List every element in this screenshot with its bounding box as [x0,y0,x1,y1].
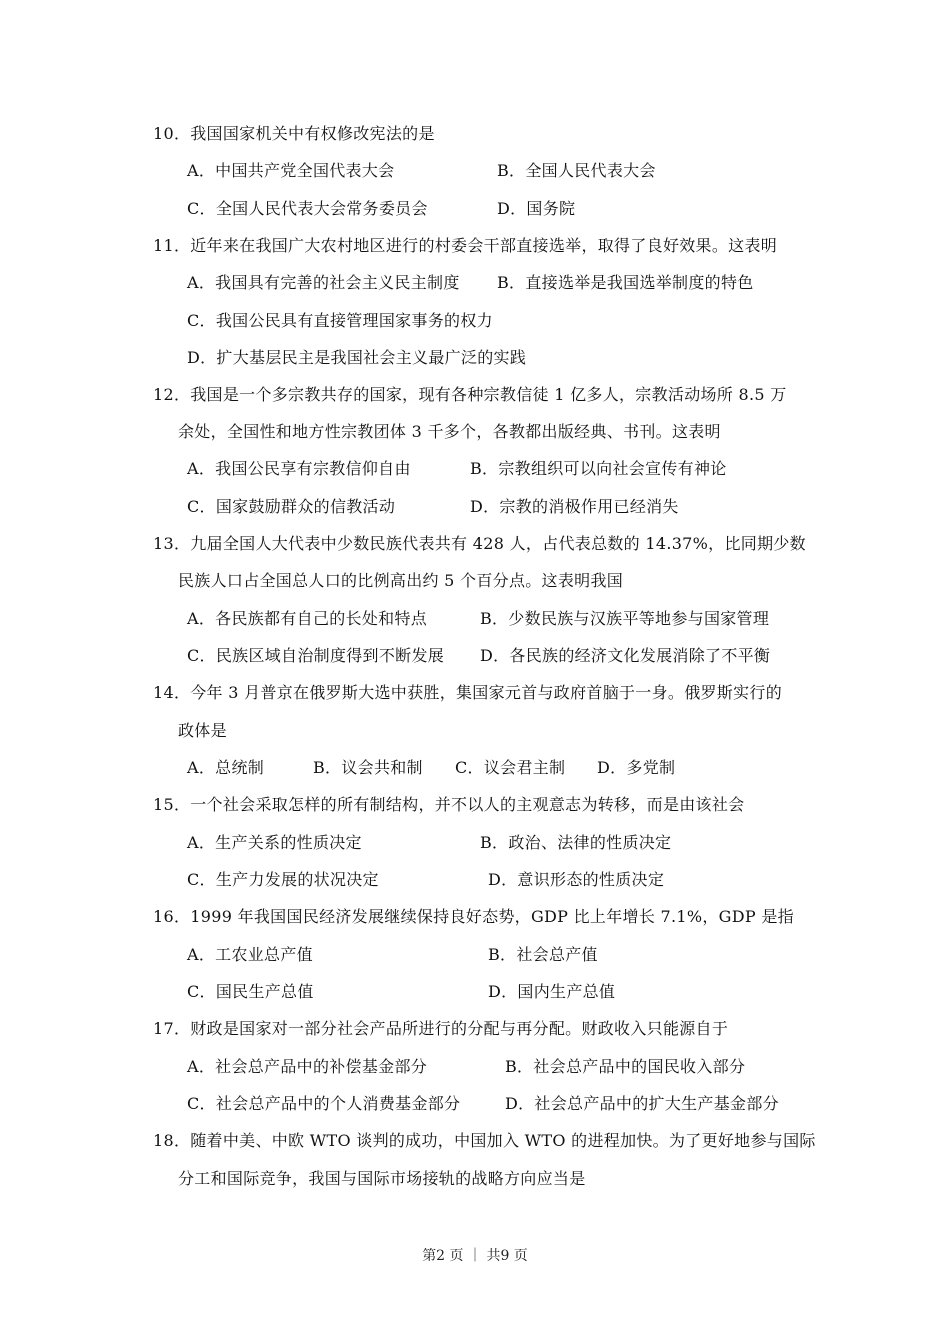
q12-option-a: A．我国公民享有宗教信仰自由 [187,459,411,478]
q14-option-d: D．多党制 [597,758,676,777]
q12-option-c: C．国家鼓励群众的信教活动 [187,497,396,516]
q16-option-a: A．工农业总产值 [187,945,313,964]
q18-stem-line-2: 分工和国际竞争，我国与国际市场接轨的战略方向应当是 [178,1169,586,1188]
q10-stem-line-1: 10．我国国家机关中有权修改宪法的是 [153,124,435,143]
q11-option-c: C．我国公民具有直接管理国家事务的权力 [187,311,493,330]
q12-stem-line-1: 12．我国是一个多宗教共存的国家，现有各种宗教信徒 1 亿多人，宗教活动场所 8.5 万 [153,385,787,404]
q15-option-b: B．政治、法律的性质决定 [480,833,672,852]
q12-stem-line-2: 余处，全国性和地方性宗教团体 3 千多个，各教都出版经典、书刊。这表明 [178,422,721,441]
q18-stem-line-1: 18．随着中美、中欧 WTO 谈判的成功，中国加入 WTO 的进程加快。为了更好地参与国际 [153,1131,816,1150]
q14-stem-line-1: 14．今年 3 月普京在俄罗斯大选中获胜，集国家元首与政府首脑于一身。俄罗斯实行的 [153,683,783,702]
q15-option-c: C．生产力发展的状况决定 [187,870,379,889]
q13-option-d: D．各民族的经济文化发展消除了不平衡 [480,646,771,665]
q10-option-d: D．国务院 [497,199,576,218]
q17-option-c: C．社会总产品中的个人消费基金部分 [187,1094,461,1113]
q10-option-b: B．全国人民代表大会 [497,161,656,180]
q11-stem-line-1: 11．近年来在我国广大农村地区进行的村委会干部直接选举，取得了良好效果。这表明 [153,236,778,255]
q11-option-a: A．我国具有完善的社会主义民主制度 [187,273,460,292]
q15-option-d: D．意识形态的性质决定 [488,870,665,889]
q14-option-a: A．总统制 [187,758,265,777]
q17-option-b: B．社会总产品中的国民收入部分 [505,1057,746,1076]
q14-option-b: B．议会共和制 [313,758,423,777]
q16-stem-line-1: 16．1999 年我国国民经济发展继续保持良好态势，GDP 比上年增长 7.1%，GDP 是指 [153,907,794,926]
q16-option-c: C．国民生产总值 [187,982,314,1001]
q15-option-a: A．生产关系的性质决定 [187,833,362,852]
q11-option-b: B．直接选举是我国选举制度的特色 [497,273,754,292]
q13-stem-line-1: 13．九届全国人大代表中少数民族代表共有 428 人，占代表总数的 14.37%，比同期少数 [153,534,806,553]
q16-option-b: B．社会总产值 [488,945,598,964]
q13-option-a: A．各民族都有自己的长处和特点 [187,609,428,628]
q13-option-b: B．少数民族与汉族平等地参与国家管理 [480,609,770,628]
q17-option-d: D．社会总产品中的扩大生产基金部分 [505,1094,779,1113]
q17-option-a: A．社会总产品中的补偿基金部分 [187,1057,428,1076]
q16-option-d: D．国内生产总值 [488,982,616,1001]
q12-option-b: B．宗教组织可以向社会宣传有神论 [470,459,727,478]
q17-stem-line-1: 17．财政是国家对一部分社会产品所进行的分配与再分配。财政收入只能源自于 [153,1019,729,1038]
q10-option-a: A．中国共产党全国代表大会 [187,161,395,180]
q14-stem-line-2: 政体是 [178,721,227,740]
q13-option-c: C．民族区域自治制度得到不断发展 [187,646,445,665]
q14-option-c: C．议会君主制 [455,758,566,777]
q13-stem-line-2: 民族人口占全国总人口的比例高出约 5 个百分点。这表明我国 [178,571,624,590]
q12-option-d: D．宗教的消极作用已经消失 [470,497,679,516]
q11-option-d: D．扩大基层民主是我国社会主义最广泛的实践 [187,348,527,367]
q10-option-c: C．全国人民代表大会常务委员会 [187,199,428,218]
page-footer: 第2 页 ｜ 共9 页 [422,1248,528,1264]
q15-stem-line-1: 15．一个社会采取怎样的所有制结构，并不以人的主观意志为转移，而是由该社会 [153,795,745,814]
